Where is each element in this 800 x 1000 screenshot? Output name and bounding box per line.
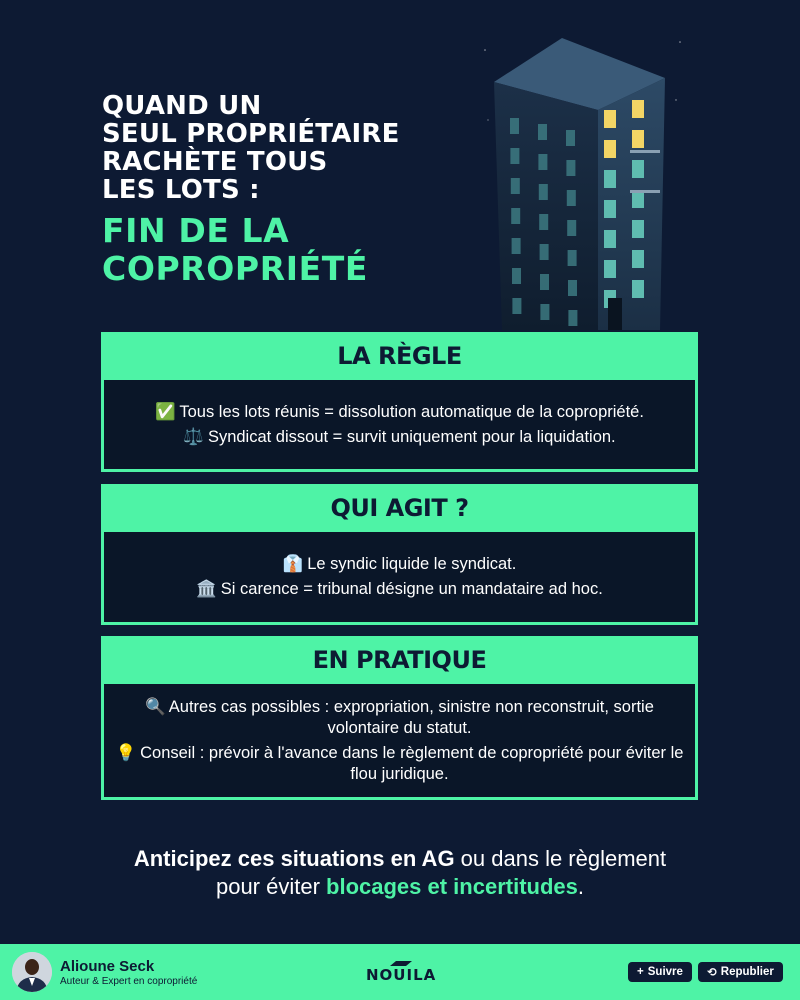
rule-item-2: ⚖️ Syndicat dissout = survit uniquement pour la liquidation.	[183, 427, 616, 446]
building-window	[567, 220, 576, 236]
repost-button[interactable]	[698, 962, 783, 982]
building-window	[632, 130, 644, 148]
building-window	[632, 100, 644, 118]
building-window	[512, 238, 521, 254]
cta-highlight: blocages et incertitudes	[326, 874, 578, 899]
cta-plain-2: pour éviter	[215, 874, 327, 899]
call-to-action	[60, 845, 740, 901]
repost-label: Republier	[720, 966, 774, 978]
building-window	[566, 160, 575, 176]
section-who-acts-heading: QUI AGIT ?	[101, 484, 698, 532]
check-icon: ✅	[155, 402, 176, 421]
repost-icon: ⟲	[707, 967, 717, 979]
building-illustration	[480, 30, 690, 335]
brand-logo	[366, 960, 436, 983]
building-window	[540, 274, 549, 290]
avatar[interactable]	[12, 952, 52, 992]
magnifier-icon: 🔍	[145, 697, 166, 716]
logo-text: NOUILA	[366, 966, 437, 984]
building-window	[604, 170, 616, 188]
building-window	[568, 250, 577, 266]
person-icon: 👔	[282, 555, 304, 573]
building-window	[539, 184, 548, 200]
building-window	[539, 214, 548, 230]
who-acts-item-1: 👔 Le syndic liquide le syndicat.	[282, 555, 517, 573]
cta-plain-1: ou dans le règlement	[454, 846, 667, 871]
building-window	[511, 178, 520, 194]
building-window	[567, 190, 576, 206]
section-in-practice	[101, 636, 698, 800]
rule-item-1: ✅ Tous les lots réunis = dissolution automatique de la copropriété.	[155, 402, 644, 421]
headline-highlight-line-2: COPROPRIÉTÉ	[102, 249, 368, 288]
building-window	[540, 244, 549, 260]
lightbulb-icon: 💡	[115, 743, 137, 762]
section-in-practice-heading: EN PRATIQUE	[101, 636, 698, 684]
building-window	[632, 250, 644, 268]
building-window	[510, 148, 519, 164]
section-rule-heading: LA RÈGLE	[101, 332, 698, 380]
plus-icon: +	[637, 966, 644, 978]
building-window	[512, 298, 521, 314]
cta-end: .	[577, 874, 585, 899]
follow-button[interactable]	[628, 962, 692, 982]
section-who-acts-body	[101, 532, 698, 625]
headline-line-1: QUAND UN	[102, 91, 262, 121]
avatar-portrait-icon	[12, 952, 52, 992]
building-window	[540, 304, 549, 320]
headline-line-2: SEUL PROPRIÉTAIRE	[102, 119, 400, 149]
footer-bar	[0, 944, 800, 1000]
scales-icon: ⚖️	[183, 427, 204, 446]
building-window	[538, 154, 547, 170]
building-window	[604, 140, 616, 158]
who-acts-item-2: 🏛️ Si carence = tribunal désigne un mandataire ad hoc.	[196, 580, 603, 598]
building-window	[511, 208, 520, 224]
practice-item-2: 💡 Conseil : prévoir à l'avance dans le règlement de copropriété pour éviter le flou juridique.	[115, 743, 684, 783]
section-in-practice-body	[101, 684, 698, 800]
section-rule	[101, 332, 698, 472]
building-window	[604, 110, 616, 128]
building-window	[510, 118, 519, 134]
headline	[102, 92, 462, 288]
cta-bold: Anticipez ces situations en AG	[133, 846, 455, 871]
building-window	[568, 280, 577, 296]
building-window	[538, 124, 547, 140]
section-rule-body	[101, 380, 698, 472]
courthouse-icon: 🏛️	[196, 580, 217, 598]
building-window	[604, 260, 616, 278]
section-who-acts	[101, 484, 698, 625]
building-window	[568, 310, 577, 326]
author-role: Auteur & Expert en copropriété	[60, 976, 198, 987]
building-window	[604, 200, 616, 218]
follow-label: Suivre	[647, 966, 683, 978]
headline-highlight	[102, 212, 462, 288]
author-name[interactable]: Alioune Seck	[60, 958, 155, 975]
headline-white	[102, 92, 462, 204]
building-window	[604, 230, 616, 248]
headline-line-4: LES LOTS :	[102, 175, 260, 205]
practice-item-1: 🔍 Autres cas possibles : expropriation, sinistre non reconstruit, sortie volontaire du statut.	[145, 697, 654, 737]
building-window	[512, 268, 521, 284]
building-window	[632, 160, 644, 178]
building-window	[566, 130, 575, 146]
headline-highlight-line-1: FIN DE LA	[102, 211, 290, 250]
building-window	[632, 280, 644, 298]
headline-line-3: RACHÈTE TOUS	[102, 147, 328, 177]
building-window	[632, 220, 644, 238]
